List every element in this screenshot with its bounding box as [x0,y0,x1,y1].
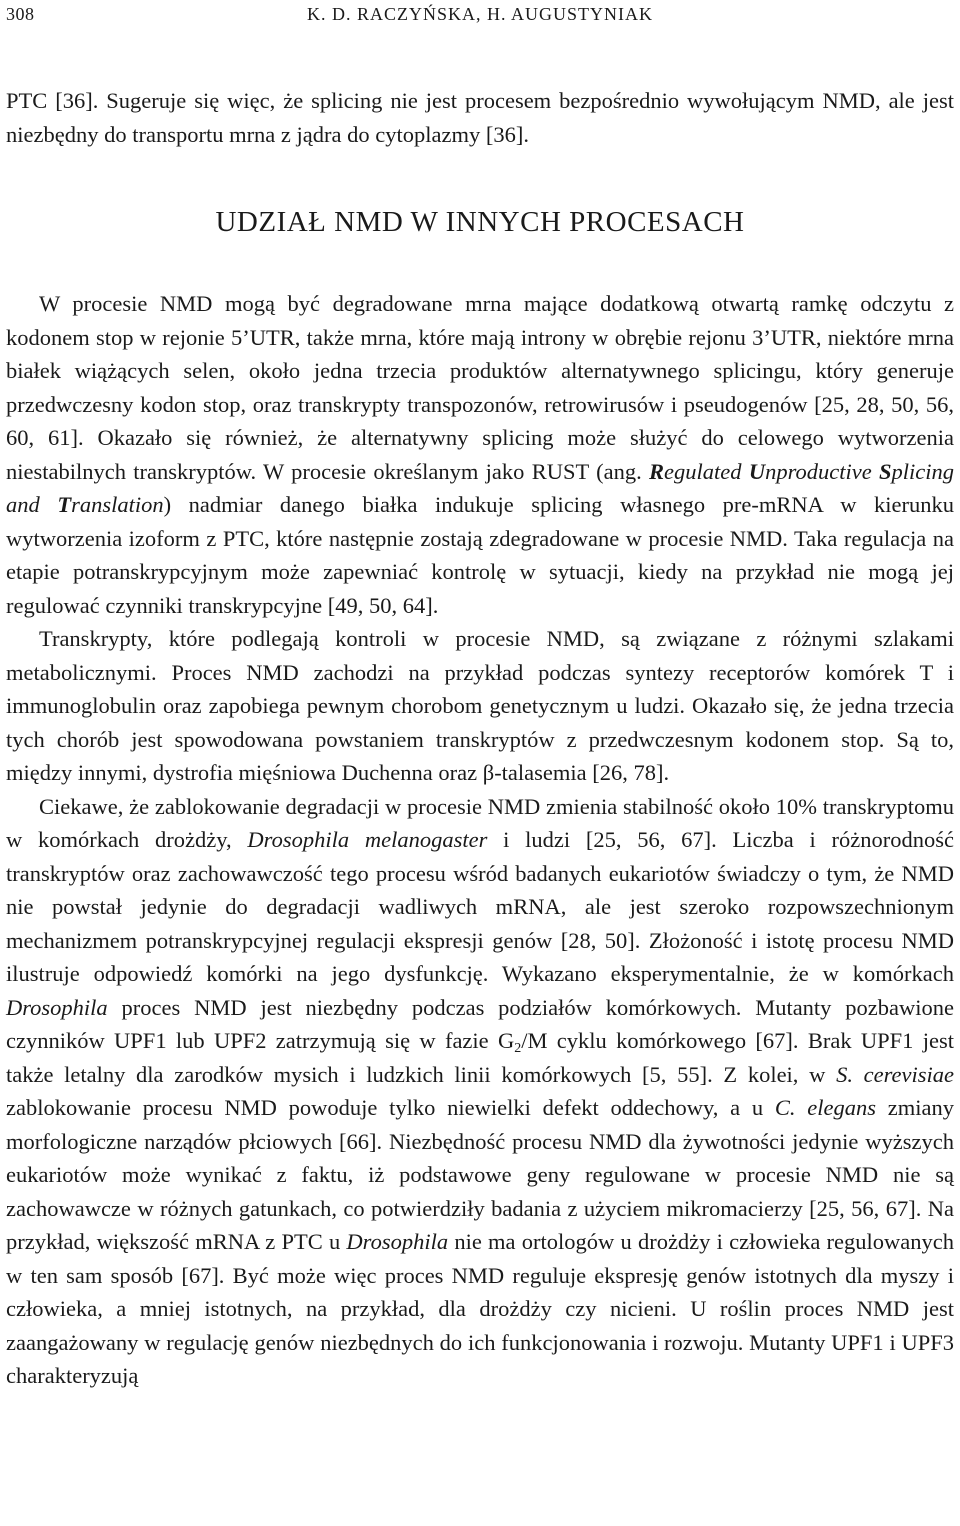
continuation-paragraph [6,84,954,151]
running-head-authors: K. D. RACZYŃSKA, H. AUGUSTYNIAK [306,4,653,24]
acronym-word-and: and [6,492,58,517]
paragraph-1-text-a: W procesie NMD mogą być degradowane mrna mające dodatkową otwartą ramkę odczytu z kodonem stop w rejonie 5’UTR, także mrna, które mają introny w obrębie rejonu 3’UTR, niektóre mrna białek wiążących selen, około jedna trzecia produktów alternatywnego splicingu, który generuje przedwczesny kodon stop, oraz transkrypty transpozonów, retrowirusów i pseudogenów [25, 28, 50, 56, 60, 61]. Okazało się również, że alternatywny splicing może służyć do celowego wytworzenia niestabilnych transkryptów. W procesie określanym jako RUST (ang. [6,291,954,484]
paragraph-3-text-g: nie ma ortologów u drożdży i człowieka regulowanych w ten sam sposób [67]. Być może więc proces NMD reguluje ekspresję genów istotnych dla myszy i człowieka, a mniej istotnych, na przykład, dla drożdży czy nicieni. U roślin proces NMD jest zaangażowany w regulację genów niezbędnych do ich funkcjonowania i rozwoju. Mutanty UPF1 i UPF3 charakteryzują [6,1229,954,1388]
paragraph-3-text-d: /M cyklu komórkowego [67]. Brak UPF1 jest także letalny dla zarodków mysich i ludzkich linii komórkowych [5, 55]. Z kolei, w [6,1028,954,1087]
running-head [6,4,954,30]
paragraph-1 [6,287,954,622]
acronym-word-splicing: plicing [891,458,955,484]
paragraph-2: Transkrypty, które podlegają kontroli w procesie NMD, są związane z różnymi szlakami metabolicznymi. Proces NMD zachodzi na przykład podczas syntezy receptorów komórek T i immunoglobulin oraz zapobiega pewnym chorobom genetycznym u ludzi. Okazało się, że jedna trzecia tych chorób jest spowodowana powstaniem transkryptów z przedwczesnym kodonem stop. Są to, między innymi, dystrofia mięśniowa Duchenna oraz β-talasemia [26, 78]. [6,626,954,785]
paragraph-3-text-b: i ludzi [25, 56, 67]. Liczba i różnorodność transkryptów oraz zachowawczość tego procesu wśród badanych eukariotów świadczy o tym, że NMD nie powstał jedynie do degradacji wadliwych mRNA, ale jest szeroko rozpowszechnionym mechanizmem potranskrypcyjnej regulacji ekspresji genów [28, 50]. Złożoność i istotę procesu NMD ilustruje odpowiedź komórki na jego dysfunkcję. Wykazano eksperymentalnie, że w komórkach [6,827,954,986]
species-drosophila-1: Drosophila [6,994,108,1020]
acronym-letter-u: U [748,458,766,484]
acronym-word-regulated: egulated [664,458,749,484]
paragraph-3-text-e: zablokowanie procesu NMD powoduje tylko niewielki defekt oddechowy, a u [6,1095,775,1120]
acronym-letter-s: S [879,458,892,484]
paragraph-1-text-b: ) nadmiar danego białka indukuje splicing własnego pre-mRNA w kierunku wytworzenia izoform z PTC, które następnie zostają zdegradowane w procesie NMD. Taka regulacja na etapie potranskrypcyjnym może zapewniać kontrolę w sytuacji, kiedy na przykład nie mogą jej regulować czynniki transkrypcyjne [49, 50, 64]. [6,492,954,618]
acronym-word-translation: ranslation [71,492,164,517]
species-drosophila-2: Drosophila [346,1229,449,1254]
section-body [6,287,954,1393]
paragraph-3-text-c: proces NMD jest niezbędny podczas podziałów komórkowych. Mutanty pozbawione czynników UPF1 lub UPF2 zatrzymują się w fazie G [6,994,954,1053]
acronym-letter-t: T [57,492,72,517]
species-c-elegans: C. elegans [774,1095,877,1120]
acronym-letter-r: R [649,458,665,484]
page-number: 308 [6,4,35,24]
acronym-word-unproductive: nproductive [765,458,879,484]
paragraph-3-text-a: Ciekawe, że zablokowanie degradacji w procesie NMD zmienia stabilność około 10% transkryptomu w komórkach drożdży, [6,793,954,852]
subscript-2: 2 [514,1041,522,1056]
continuation-text: PTC [36]. Sugeruje się więc, że splicing nie jest procesem bezpośrednio wywołującym NMD, ale jest niezbędny do transportu mrna z jądra do cytoplazmy [36]. [6,88,954,147]
paragraph-3-text-f: zmiany morfologiczne narządów płciowych [66]. Niezbędność procesu NMD dla żywotności jedynie wyższych eukariotów może wynikać z faktu, iż podstawowe geny regulowane w procesie NMD nie są zachowawcze w różnych gatunkach, co potwierdziły badania z użyciem mikromacierzy [25, 56, 67]. Na przykład, większość mRNA z PTC u [6,1095,954,1254]
species-s-cerevisiae: S. cerevisiae [836,1061,954,1087]
section-heading: UDZIAŁ NMD W INNYCH PROCESACH [215,206,745,238]
species-drosophila-melanogaster: Drosophila melanogaster [247,827,488,852]
paragraph-3 [6,790,954,1393]
